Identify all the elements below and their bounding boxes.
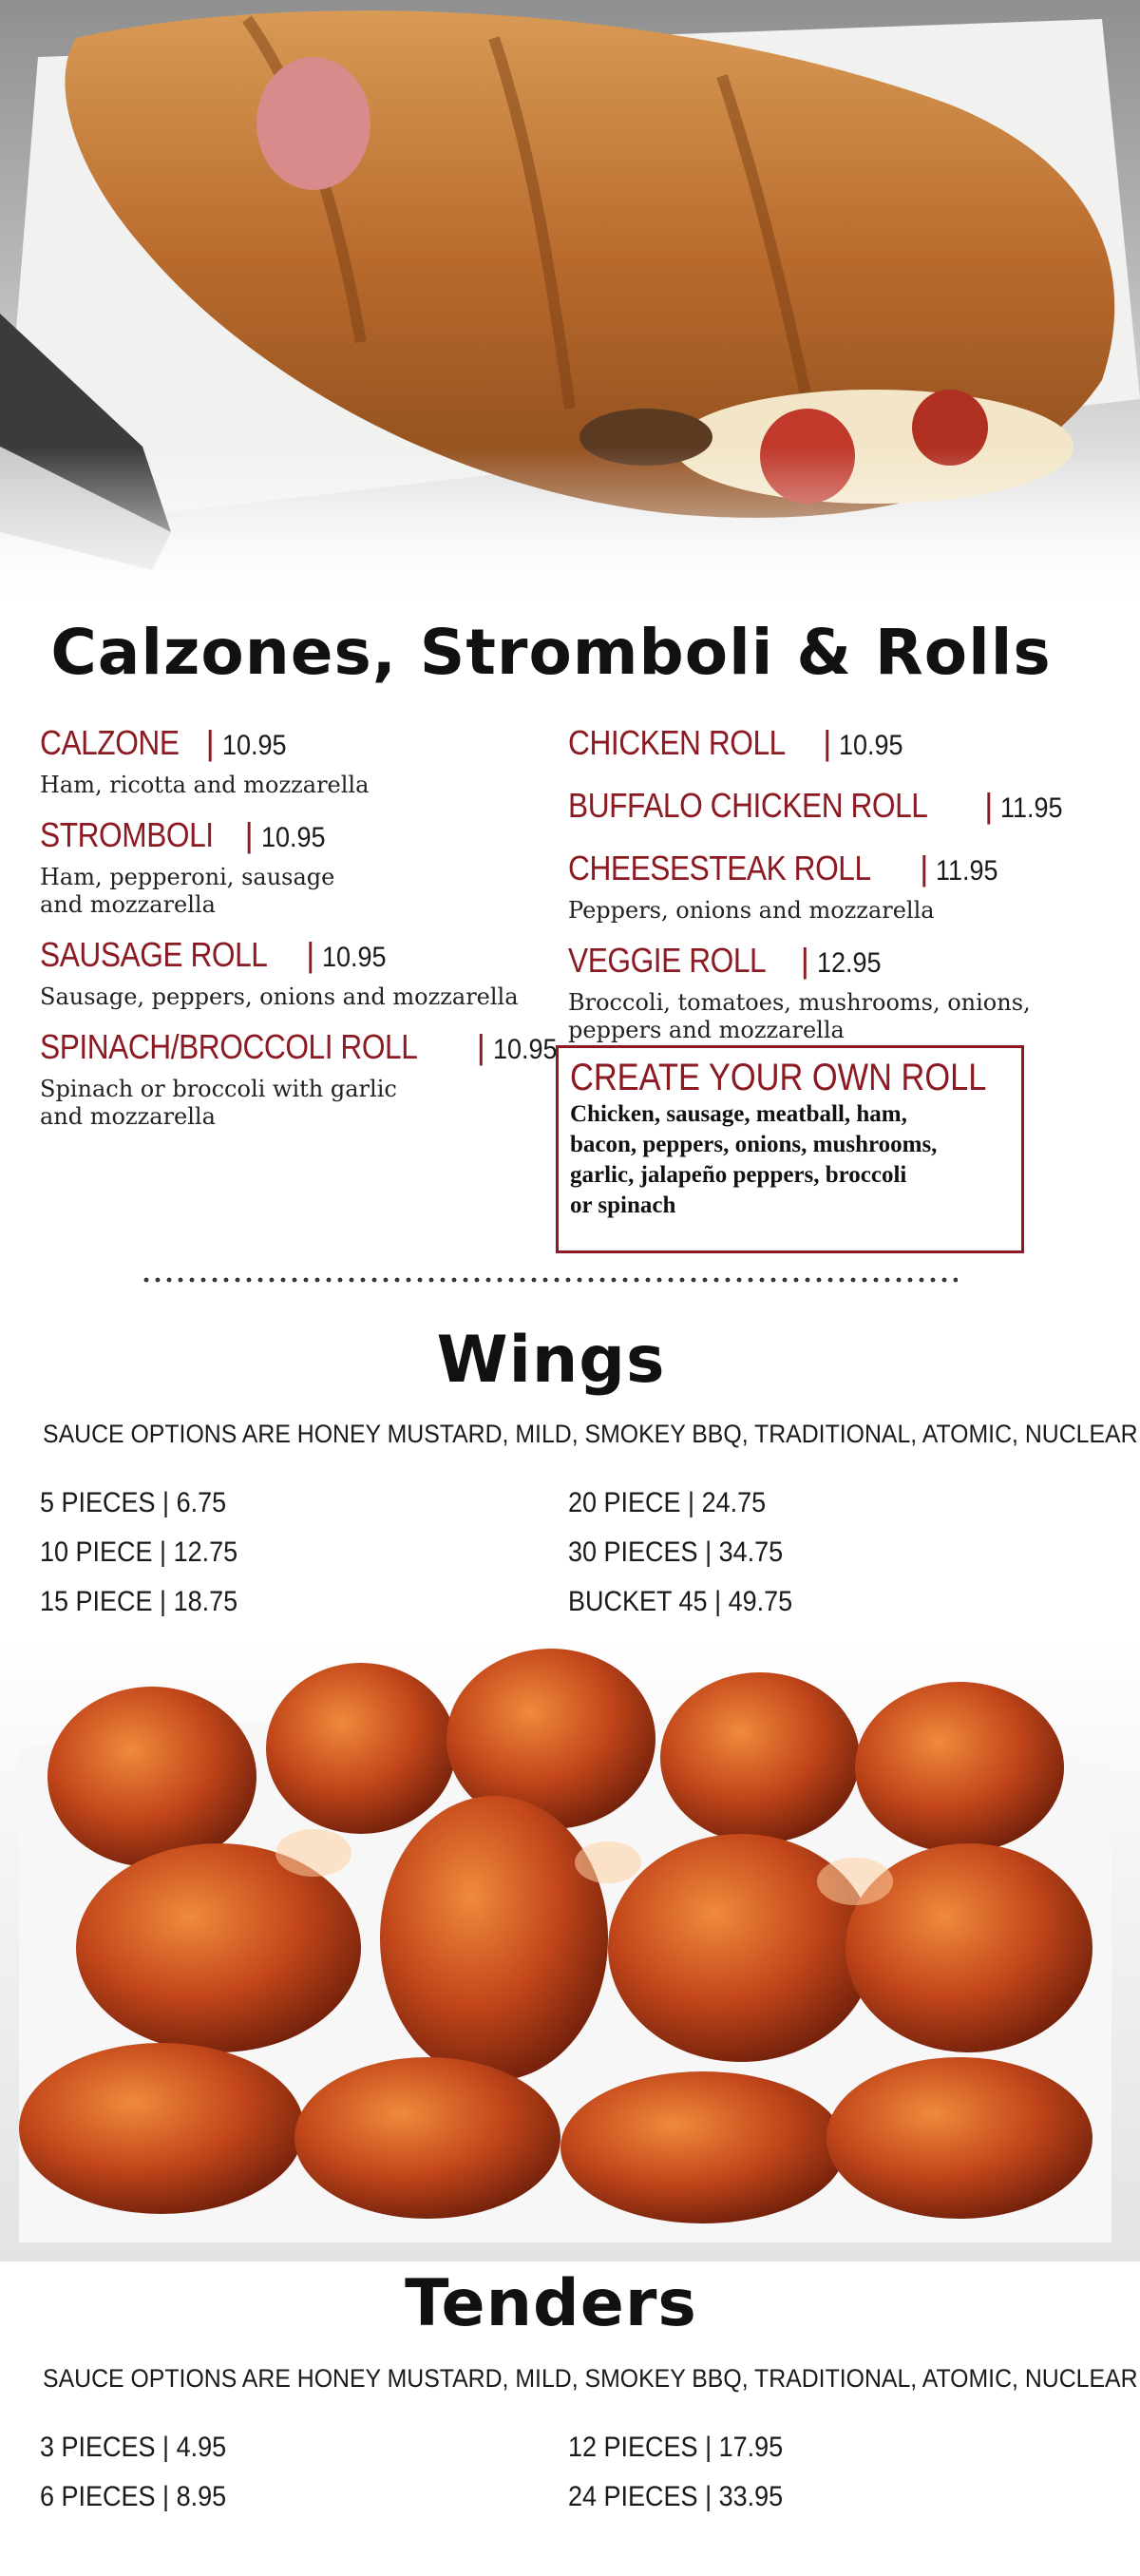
menu-item-sausage-roll [40,934,534,1011]
menu-item-stromboli [40,814,534,919]
price-row: 12 PIECES | 17.95 [568,2432,784,2463]
price-row: 5 PIECES | 6.75 [40,1487,227,1518]
menu-item-buffalo-chicken-roll [568,785,1062,834]
price-row: 3 PIECES | 4.95 [40,2432,227,2463]
create-your-own-roll-title: CREATE YOUR OWN ROLL [570,1057,987,1098]
calzones-right-column [568,722,1062,1059]
create-your-own-roll-description: Chicken, sausage, meatball, ham, bacon, peppers, onions, mushrooms, garlic, jalapeño peppers, broccoli or spinach [570,1101,938,1218]
item-separator: | [920,849,929,887]
menu-item-calzone [40,722,534,799]
wings-sauce-options: SAUCE OPTIONS ARE HONEY MUSTARD, MILD, SMOKEY BBQ, TRADITIONAL, ATOMIC, NUCLEAR [43,1420,1138,1448]
section-title-wings: Wings [436,1323,666,1398]
menu-item-veggie-roll [568,940,1062,1044]
item-price: 12.95 [816,947,882,979]
stromboli-photo [0,0,1140,618]
item-separator: | [306,935,315,974]
tenders-prices-left [40,2423,534,2522]
item-name: STROMBOLI [40,815,214,854]
price-row: 15 PIECE | 18.75 [40,1586,238,1617]
item-separator: | [800,941,809,980]
item-name: VEGGIE ROLL [568,941,767,980]
item-separator: | [823,723,832,762]
menu-item-chicken-roll [568,722,1062,772]
item-price: 10.95 [260,822,326,853]
item-price: 10.95 [492,1034,558,1065]
item-description: Spinach or broccoli with garlic and mozzarella [40,1076,397,1130]
calzones-left-column [40,722,558,1146]
item-name: CHICKEN ROLL [568,723,786,762]
tenders-sauce-options: SAUCE OPTIONS ARE HONEY MUSTARD, MILD, SMOKEY BBQ, TRADITIONAL, ATOMIC, NUCLEAR [43,2364,1138,2393]
item-price: 10.95 [839,730,903,761]
item-description: Broccoli, tomatoes, mushrooms, onions, peppers and mozzarella [568,989,1031,1043]
price-row: 24 PIECES | 33.95 [568,2481,784,2512]
section-title-calzones: Calzones, Stromboli & Rolls [50,616,1052,689]
item-price: 10.95 [322,942,388,973]
menu-item-cheesesteak-roll [568,848,1062,925]
price-row: BUCKET 45 | 49.75 [568,1586,793,1617]
item-description: Ham, ricotta and mozzarella [40,772,370,798]
item-description: Ham, pepperoni, sausage and mozzarella [40,864,335,918]
price-row: 20 PIECE | 24.75 [568,1487,767,1518]
wings-prices-right [568,1479,1062,1627]
wings-illustration [0,1634,1140,2261]
item-price: 10.95 [221,730,287,761]
wings-prices-left [40,1479,534,1627]
item-name: BUFFALO CHICKEN ROLL [568,786,928,825]
price-row: 6 PIECES | 8.95 [40,2481,227,2512]
menu-item-spinach-broccoli-roll [40,1026,558,1131]
item-description: Sausage, peppers, onions and mozzarella [40,983,519,1010]
item-name: SPINACH/BROCCOLI ROLL [40,1027,418,1066]
price-row: 10 PIECE | 12.75 [40,1536,238,1568]
dotted-divider [141,1276,958,1284]
item-separator: | [205,723,215,762]
item-name: CALZONE [40,723,180,762]
item-separator: | [244,815,254,854]
item-name: CHEESESTEAK ROLL [568,849,871,887]
section-title-tenders: Tenders [405,2266,697,2341]
item-description: Peppers, onions and mozzarella [568,897,935,924]
item-separator: | [984,786,994,825]
price-row: 30 PIECES | 34.75 [568,1536,784,1568]
tenders-prices-right [568,2423,1062,2522]
item-price: 11.95 [1000,792,1064,824]
stromboli-illustration [0,0,1140,618]
item-name: SAUSAGE ROLL [40,935,268,974]
item-separator: | [476,1027,485,1066]
item-price: 11.95 [936,855,999,887]
create-your-own-roll-box [556,1045,1024,1253]
wings-photo [0,1634,1140,2261]
